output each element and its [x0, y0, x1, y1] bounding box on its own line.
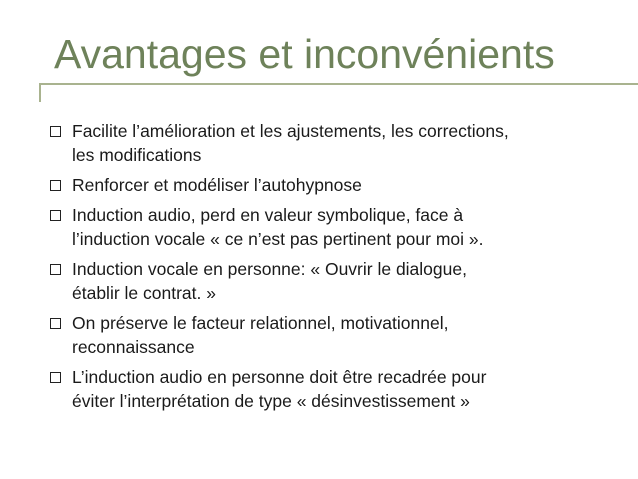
- list-item: [50, 203, 610, 251]
- title-divider: [39, 83, 638, 102]
- list-item: [50, 119, 610, 167]
- list-item: [50, 365, 610, 413]
- square-bullet-icon: [50, 318, 61, 329]
- square-bullet-icon: [50, 264, 61, 275]
- slide-title: Avantages et inconvénients: [54, 31, 555, 77]
- square-bullet-icon: [50, 180, 61, 191]
- bullet-text: On préserve le facteur relationnel, motivationnel, reconnaissance: [72, 313, 449, 357]
- bullet-text: L’induction audio en personne doit être recadrée pour éviter l’interprétation de type « désinvestissement »: [72, 367, 487, 411]
- list-item: [50, 311, 610, 359]
- list-item: [50, 173, 610, 197]
- bullet-list: [50, 119, 610, 419]
- square-bullet-icon: [50, 126, 61, 137]
- bullet-text: Facilite l’amélioration et les ajustements, les corrections, les modifications: [72, 121, 509, 165]
- square-bullet-icon: [50, 210, 61, 221]
- list-item: [50, 257, 610, 305]
- square-bullet-icon: [50, 372, 61, 383]
- bullet-text: Induction audio, perd en valeur symbolique, face à l’induction vocale « ce n’est pas pertinent pour moi ».: [72, 205, 484, 249]
- bullet-text: Renforcer et modéliser l’autohypnose: [72, 175, 362, 195]
- bullet-text: Induction vocale en personne: « Ouvrir le dialogue, établir le contrat. »: [72, 259, 467, 303]
